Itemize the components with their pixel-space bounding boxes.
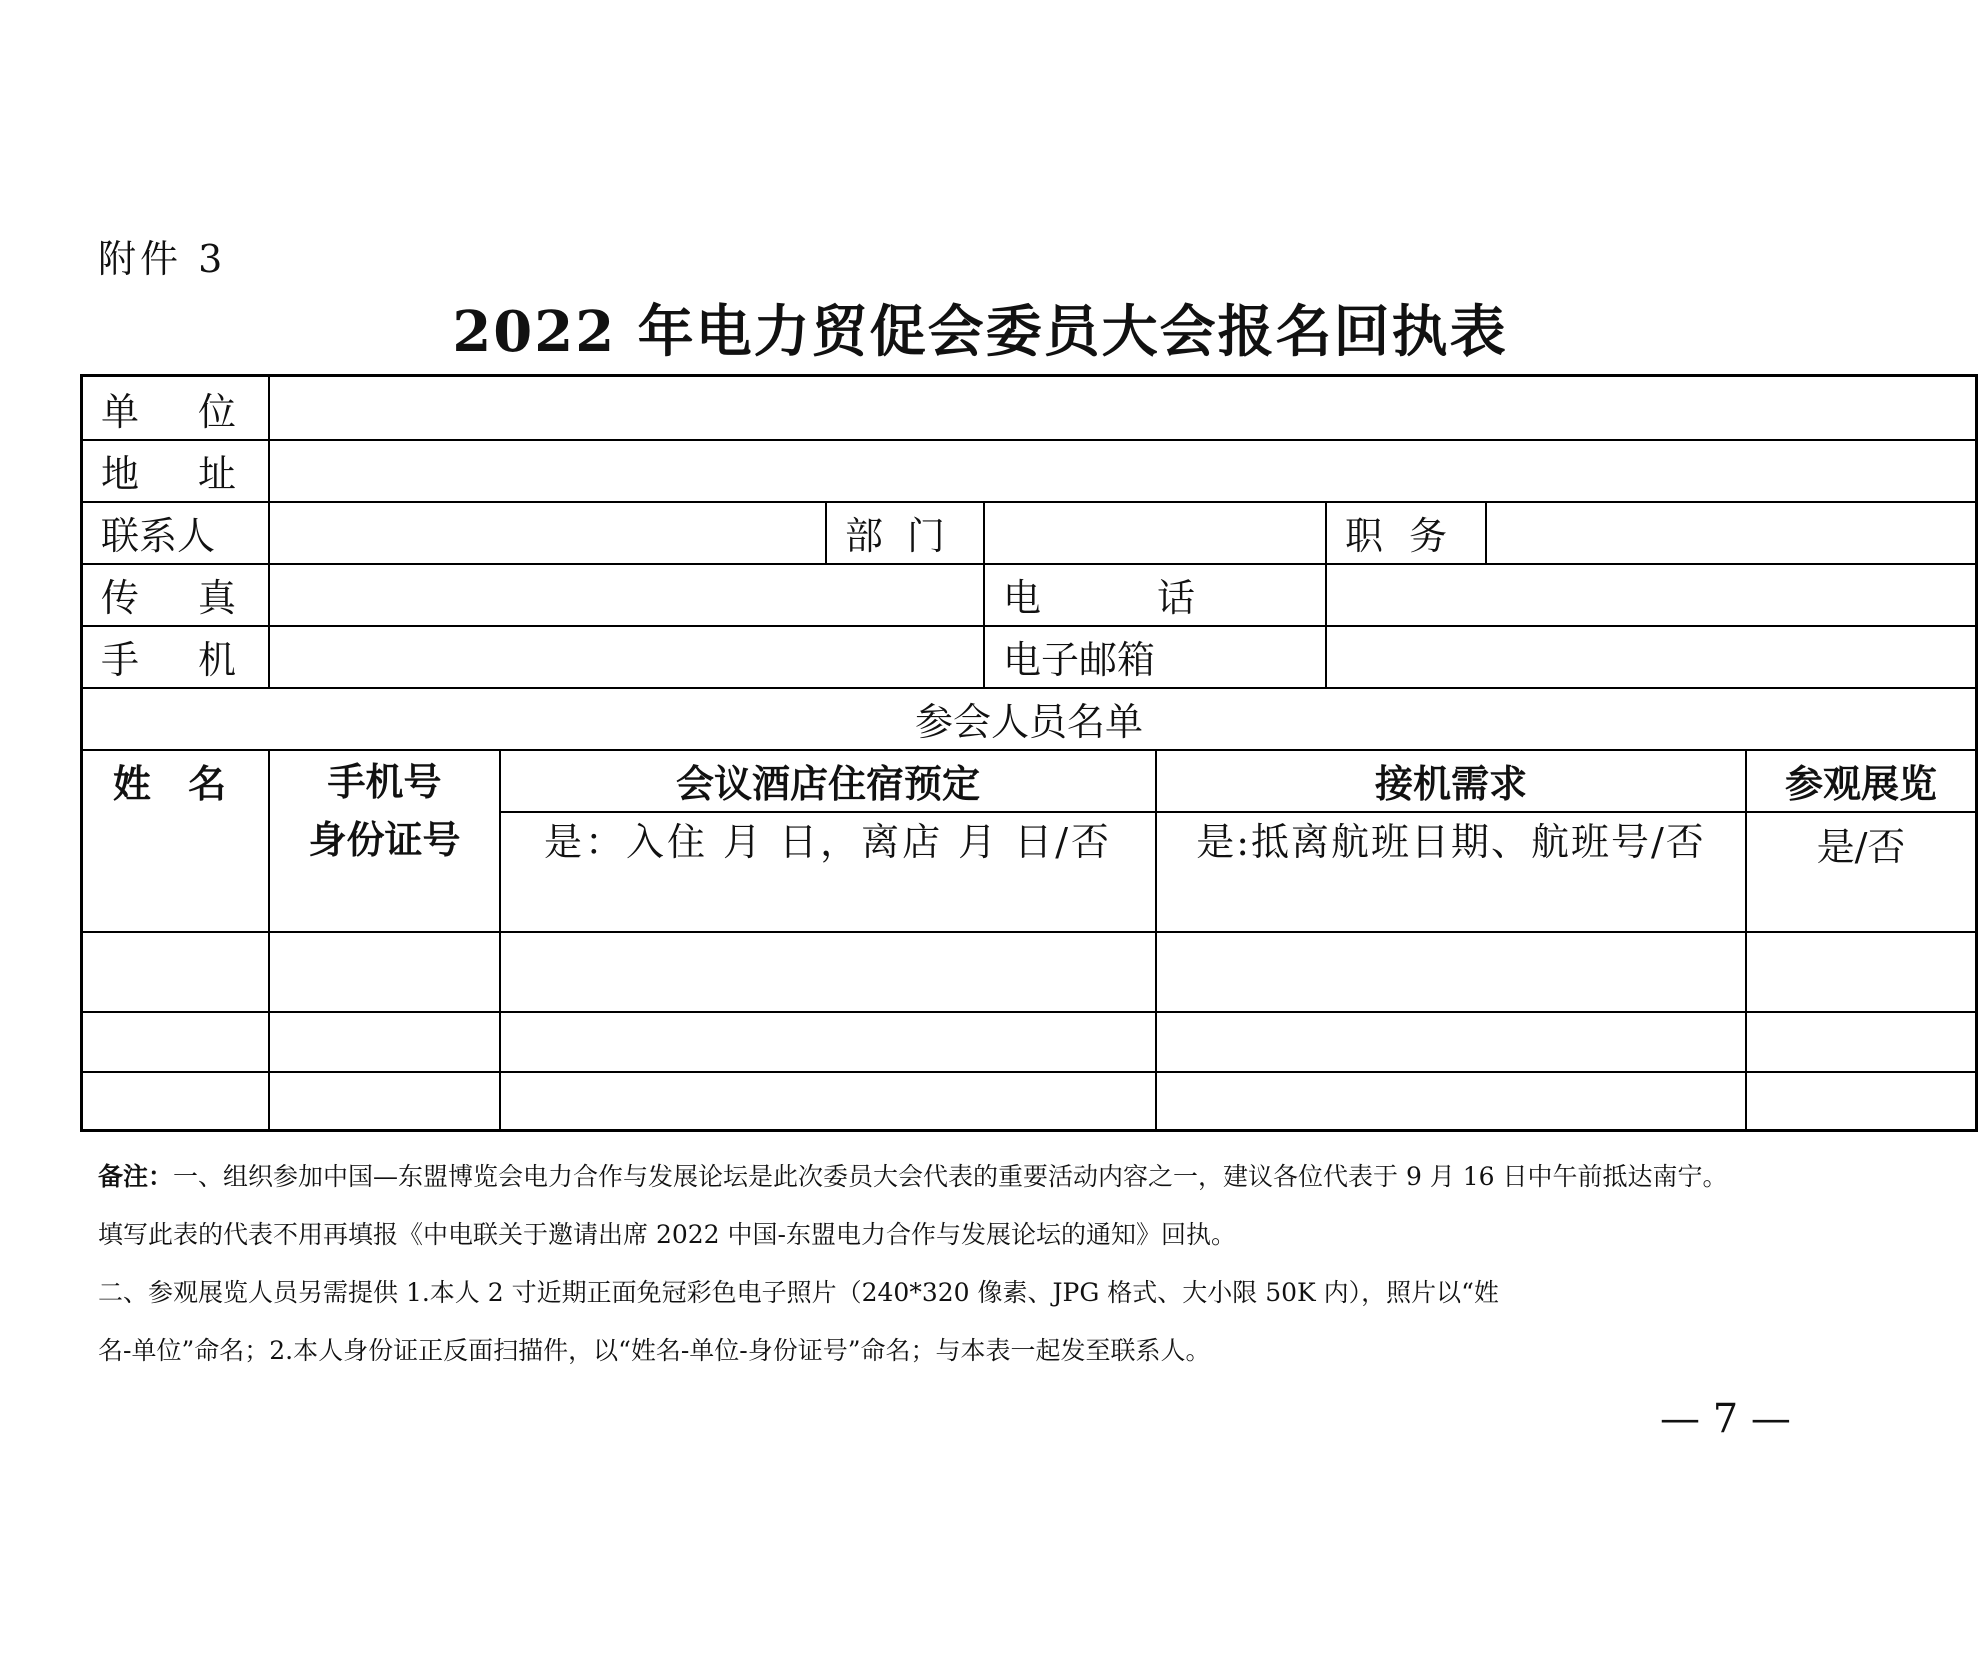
- email-field[interactable]: [1327, 625, 1975, 687]
- department-label: 部 门: [845, 513, 945, 558]
- attendee-row[interactable]: [83, 1013, 1975, 1071]
- unit-label: 单 位: [101, 389, 236, 434]
- fax-label: 传 真: [101, 575, 236, 620]
- registration-form-table: [80, 374, 1978, 1132]
- col-header-hotel: 会议酒店住宿预定: [675, 760, 980, 806]
- note-line-2: 填写此表的代表不用再填报《中电联关于邀请出席 2022 中国-东盟电力合作与发展论坛的通知》回执。: [98, 1220, 1236, 1249]
- position-field[interactable]: [1487, 501, 1975, 563]
- phone-label: 电 话: [1003, 575, 1195, 620]
- position-label: 职 务: [1345, 513, 1447, 558]
- contact-label: 联系人: [101, 513, 216, 558]
- exhibition-options: 是/否: [1816, 824, 1906, 869]
- mobile-label: 手 机: [101, 637, 236, 682]
- notes-label: 备注：: [98, 1162, 174, 1191]
- note-line-4: 名-单位”命名；2.本人身份证正反面扫描件，以“姓名-单位-身份证号”命名；与本表一起发至联系人。: [98, 1336, 1211, 1365]
- attendee-row[interactable]: [83, 1073, 1975, 1129]
- form-title: 2022 年电力贸促会委员大会报名回执表: [452, 299, 1508, 365]
- email-label: 电子邮箱: [1003, 637, 1156, 682]
- phone-field[interactable]: [1327, 563, 1975, 625]
- hotel-options: 是：入住 月 日，离店 月 日/否: [543, 820, 1113, 864]
- pickup-options: 是:抵离航班日期、航班号/否: [1196, 820, 1706, 864]
- contact-field[interactable]: [270, 501, 825, 563]
- department-field[interactable]: [985, 501, 1325, 563]
- unit-field[interactable]: [270, 377, 1975, 439]
- address-label: 地 址: [101, 451, 236, 496]
- attendee-row[interactable]: [83, 933, 1975, 1011]
- fax-field[interactable]: [270, 563, 983, 625]
- address-field[interactable]: [270, 439, 1975, 501]
- mobile-field[interactable]: [270, 625, 983, 687]
- col-header-pickup: 接机需求: [1374, 760, 1527, 806]
- notes: [98, 1148, 1978, 1380]
- attachment-label: 附件 3: [98, 237, 227, 281]
- attendees-heading: 参会人员名单: [914, 699, 1143, 744]
- page-number: — 7 —: [1660, 1396, 1791, 1442]
- col-header-phone-id: 手机号 身份证号: [308, 759, 461, 862]
- note-line-3: 二、参观展览人员另需提供 1.本人 2 寸近期正面免冠彩色电子照片（240*320 像素、JPG 格式、大小限 50K 内），照片以“姓: [98, 1278, 1499, 1307]
- note-line-1: 备注：一、组织参加中国—东盟博览会电力合作与发展论坛是此次委员大会代表的重要活动内容之一，建议各位代表于 9 月 16 日中午前抵达南宁。: [98, 1162, 1728, 1191]
- col-header-exhibition: 参观展览: [1784, 760, 1937, 806]
- col-header-name: 姓 名: [112, 760, 239, 806]
